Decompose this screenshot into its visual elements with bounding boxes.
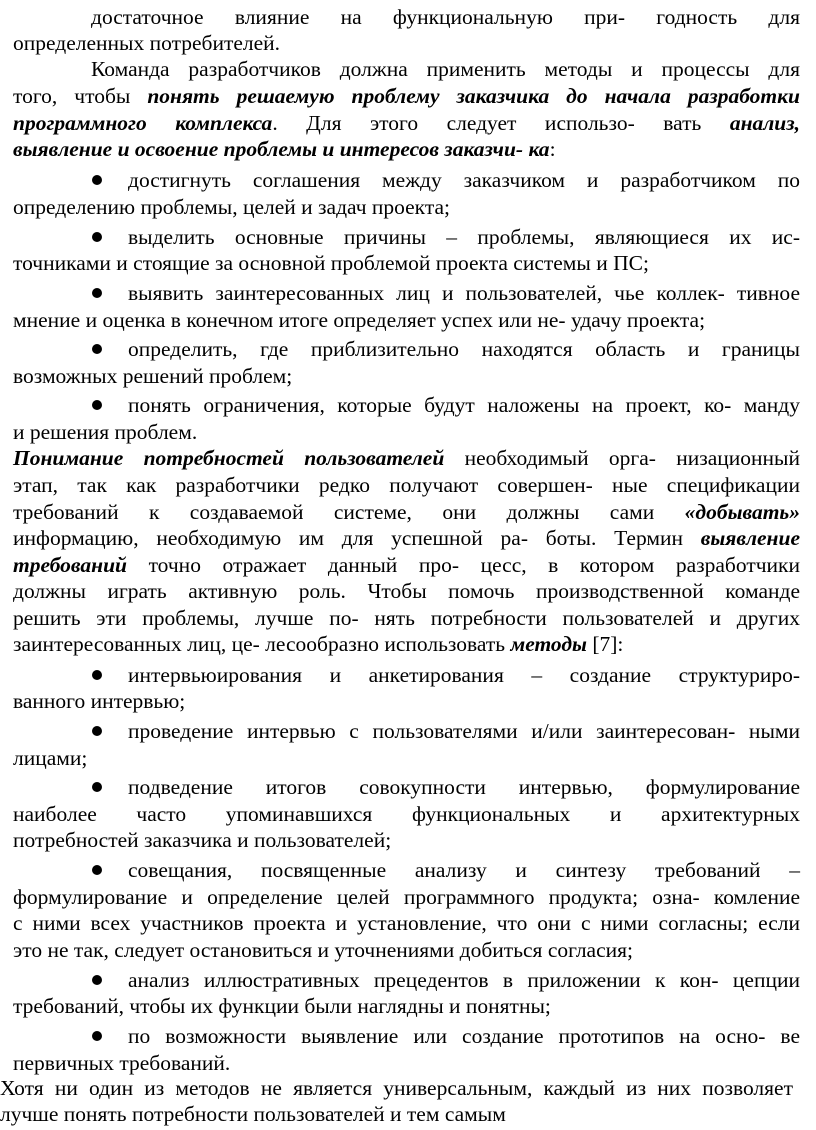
text-run: необходимый орга- низационный [444,446,800,470]
bullet-icon [92,232,102,242]
text-run: должны играть активную роль. Чтобы помочь производственной команде [13,579,800,603]
emphasis-run: выявление и освоение проблемы и интересов заказчи- ка [13,137,550,161]
text-run: этап, так как разработчики редко получают совершен- ные спецификации [13,473,800,497]
text-run: выделить основные причины – проблемы, являющиеся их ис- [128,225,800,249]
text-line [13,686,800,716]
text-run: точно отражает данный про- цесс, в котором разработчики [127,553,800,577]
text-run: понять ограничения, которые будут наложены на проект, ко- манду [128,393,800,417]
text-run: достигнуть соглашения между заказчиком и разработчиком по [128,168,800,192]
text-run: это не так, следует остановиться и уточнениями добиться согласия; [13,938,634,962]
text-line [13,908,800,938]
text-line [13,134,800,164]
list-item-line [128,1021,800,1051]
text-line [13,470,800,500]
text-run: подведение итогов совокупности интервью, формулирование [128,775,800,799]
text-line [13,576,800,606]
bullet-icon [92,670,102,680]
bullet-icon [92,175,102,185]
bullet-icon [92,400,102,410]
emphasis-run: анализ, [729,111,801,135]
bullet-icon [92,782,102,792]
list-item-line [128,165,800,195]
emphasis-run: «добывать» [684,500,800,524]
text-run: лучше понять потребности пользователей и тем самым [0,1102,506,1126]
emphasis-run: выявление [700,526,800,550]
text-run: выявить заинтересованных лиц и пользователей, чье коллек- тивное [128,281,800,305]
text-line [13,361,800,391]
text-run: . Для этого следует использо- вать [272,111,730,135]
bullet-icon [92,1031,102,1041]
text-line [13,305,800,335]
emphasis-run: требований [13,553,127,577]
text-run: информацию, необходимую им для успешной ра- боты. Термин [13,526,701,550]
text-line [13,248,800,278]
text-line [13,443,800,473]
text-run: : [549,137,556,161]
text-run: [7]: [586,632,624,656]
list-item-line [128,855,800,885]
text-line [13,991,800,1021]
text-line [13,825,800,855]
text-run: определению проблемы, целей и задач проекта; [13,195,451,219]
text-run: интервьюирования и анкетирования – создание структуриро- [128,663,800,687]
emphasis-run: программного комплекса [13,111,273,135]
bullet-icon [92,865,102,875]
text-run: первичных требований. [13,1051,231,1075]
list-item-line [128,716,800,746]
text-run: с ними всех участников проекта и установление, что они с ними согласны; если [13,911,800,935]
bullet-icon [92,726,102,736]
text-run: мнение и оценка в конечном итоге определяет успех или не- удачу проекта; [13,308,706,332]
text-run: наиболее часто упоминавшихся функциональных и архитектурных [13,802,800,826]
text-run: проведение интервью с пользователями и/или заинтересован- ными [128,719,800,743]
text-run: определенных потребителей. [13,31,281,55]
bullet-icon [92,344,102,354]
emphasis-run: Понимание потребностей пользователей [13,446,445,470]
text-line [0,1099,800,1129]
text-run: по возможности выявление или создание прототипов на осно- ве [128,1024,800,1048]
text-run: точниками и стоящие за основной проблемой проекта системы и ПС; [13,251,649,275]
text-line [13,192,800,222]
text-run: достаточное влияние на функциональную при- годность для [91,5,800,29]
text-run: того, чтобы [13,84,148,108]
list-item-line [128,334,800,364]
text-run: возможных решений проблем; [13,364,293,388]
list-item-line [128,390,800,420]
paragraph-first-line [91,54,800,84]
text-run: Хотя ни один из методов не является универсальным, каждый из них позволяет [0,1076,793,1100]
text-run: и решения проблем. [13,420,198,444]
emphasis-run: понять решаемую проблему заказчика до начала разработки [147,84,800,108]
text-run: заинтересованных лиц, це- лесообразно использовать [13,632,511,656]
list-item-line [128,278,800,308]
text-line [13,743,800,773]
text-run: требований, чтобы их функции были наглядны и понятны; [13,994,551,1018]
text-run: анализ иллюстративных прецедентов в приложении к кон- цепции [128,968,800,992]
bullet-icon [92,288,102,298]
text-line [13,935,800,965]
text-run: Команда разработчиков должна применить методы и процессы для [91,57,800,81]
list-item-line [128,772,800,802]
text-run: решить эти проблемы, лучше по- нять потребности пользователей и других [13,606,800,630]
text-run: формулирование и определение целей программного продукта; озна- комление [13,885,800,909]
text-line [13,523,800,553]
text-run: требований к создаваемой системе, они должны сами [13,500,685,524]
text-run: лицами; [13,746,88,770]
emphasis-run: методы [510,632,587,656]
text-line [13,81,800,111]
bullet-icon [92,975,102,985]
text-run: совещания, посвященные анализу и синтезу требований – [128,858,800,882]
text-run: определить, где приблизительно находятся область и границы [128,337,800,361]
text-line [13,629,800,659]
text-run: потребностей заказчика и пользователей; [13,828,392,852]
text-run: ванного интервью; [13,689,186,713]
